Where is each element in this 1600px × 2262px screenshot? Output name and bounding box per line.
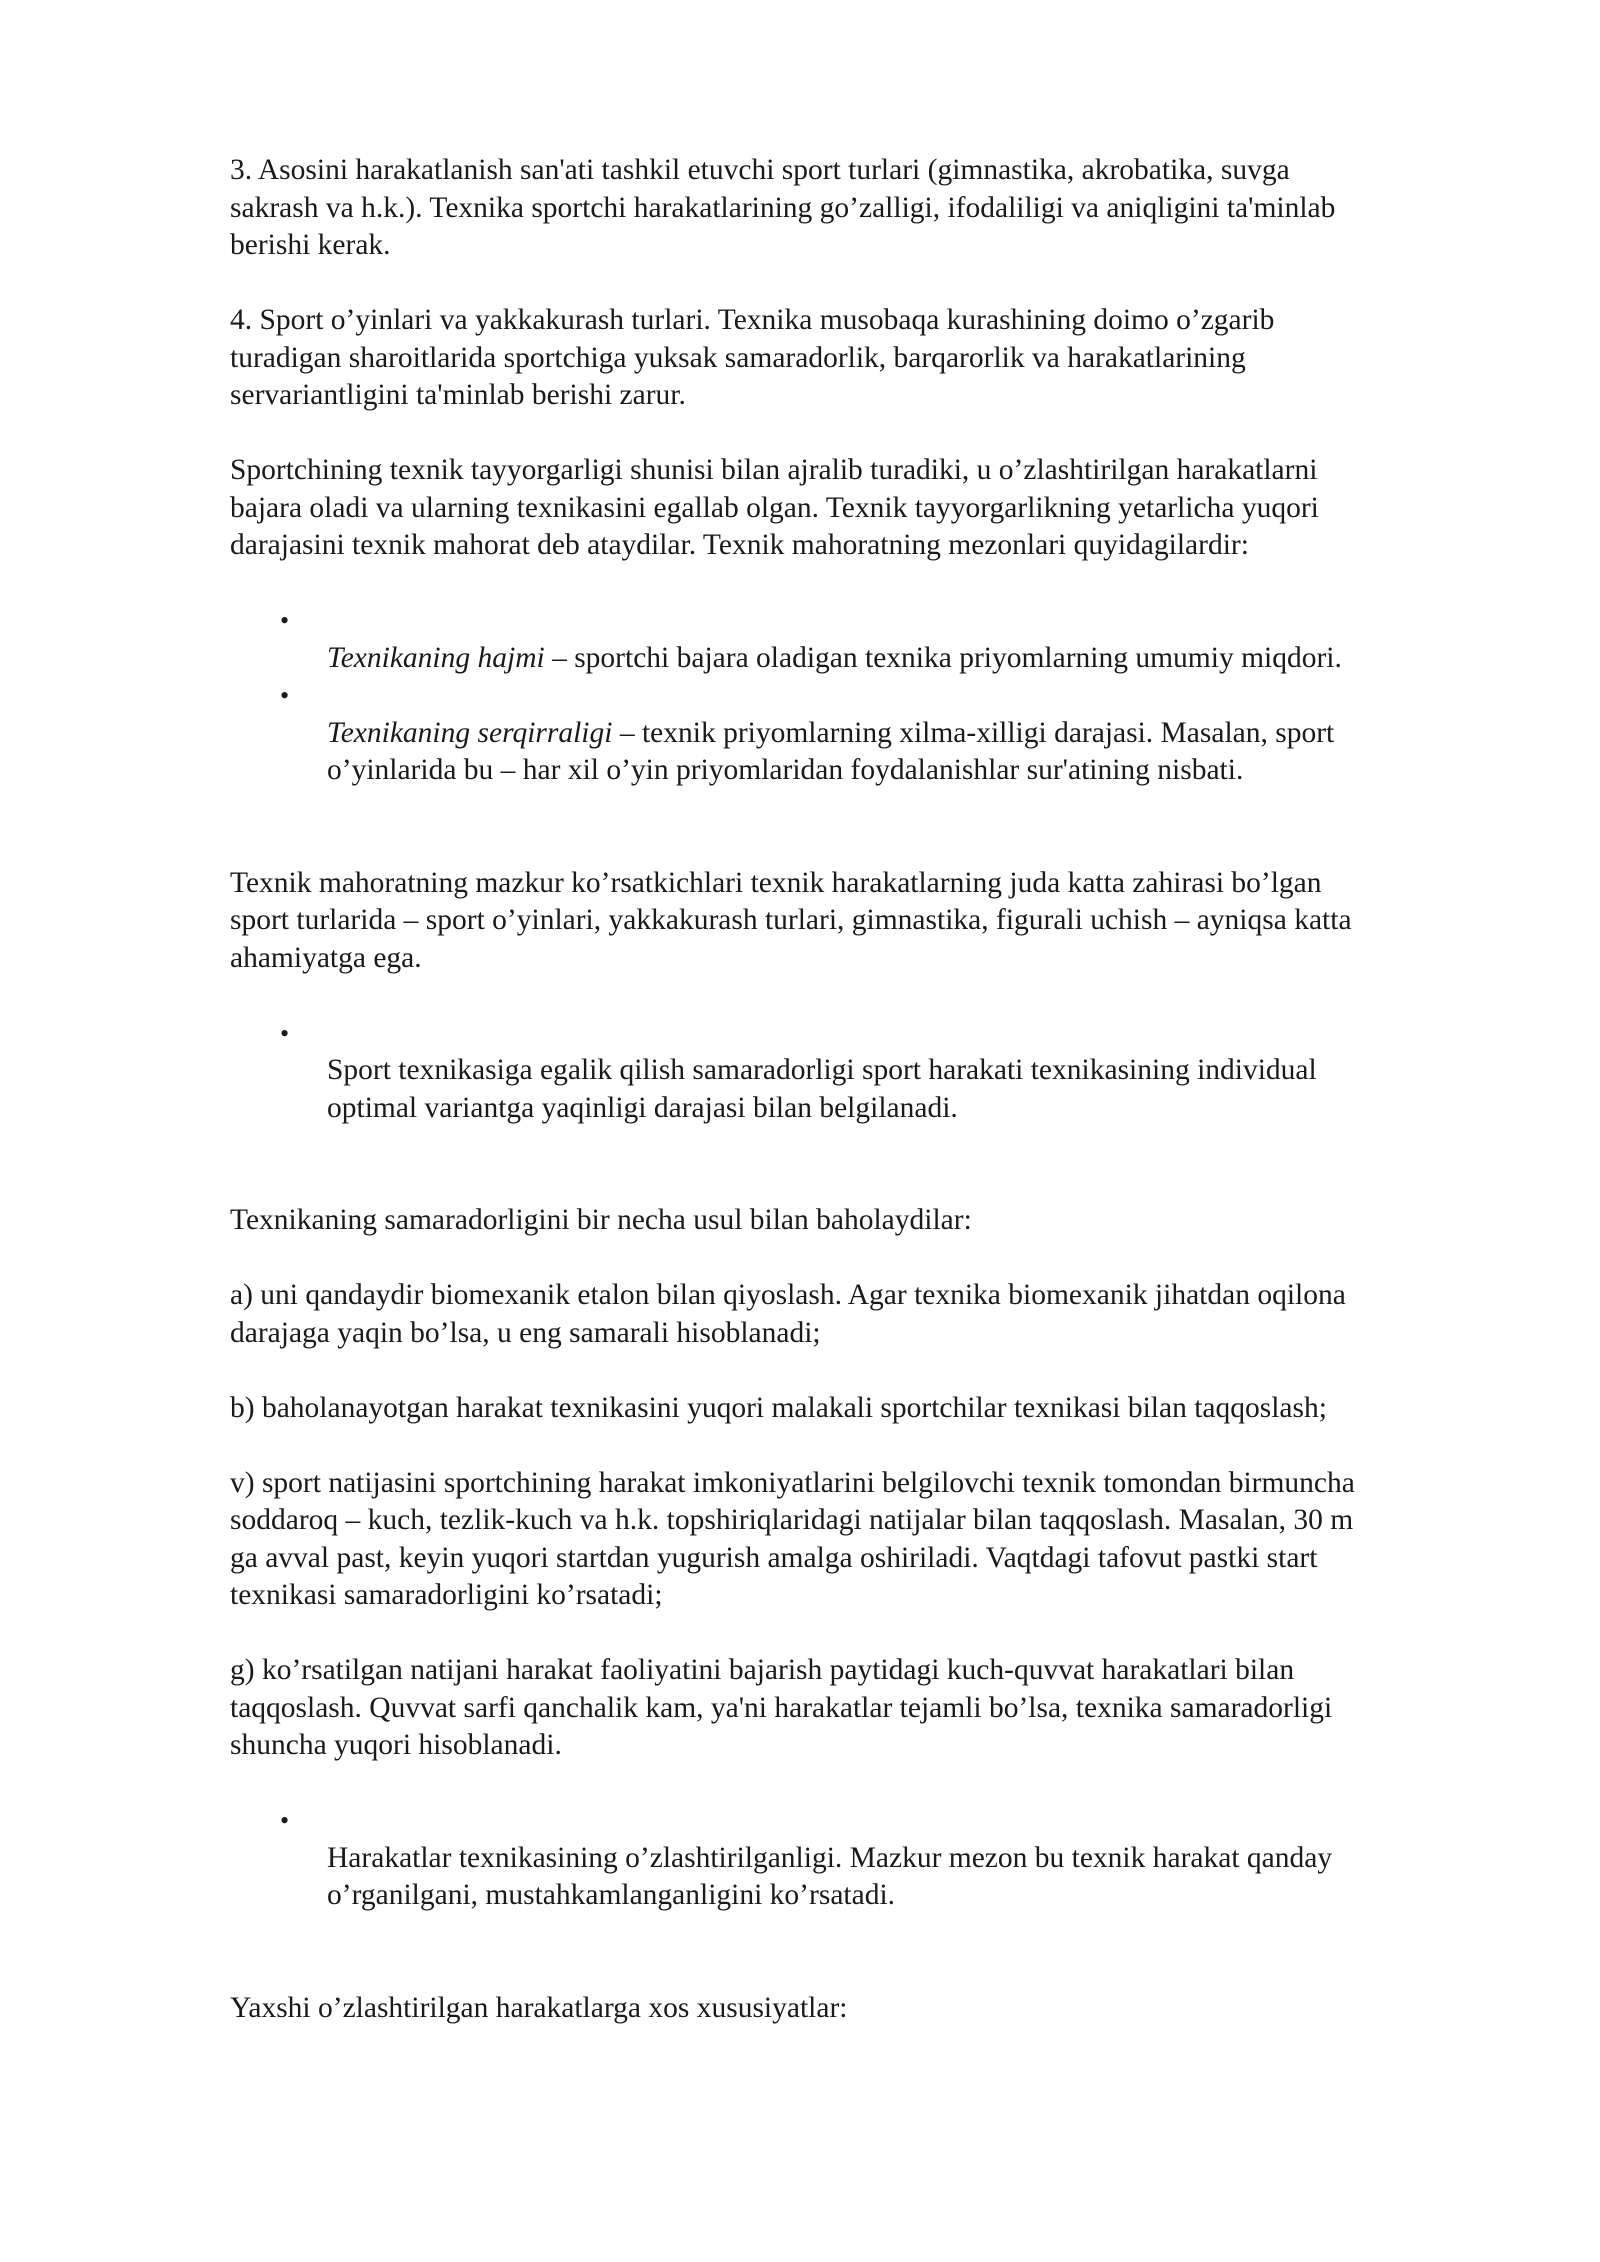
paragraph-mastery-indicators: Texnik mahoratning mazkur ko’rsatkichlari texnik harakatlarning juda katta zahirasi bo’lgan sport turlarida – sport o’yinlari, yakkakurash turlari, gimnastika, figurali uchish – ayniqsa katta ahamiyatga ega.	[230, 866, 1352, 974]
term-definition: – texnik priyomlarning xilma-xilligi darajasi. Masalan, sport o’yinlarida bu – har xil o’yin priyomlaridan foydalanishlar sur'atining nisbati.	[327, 716, 1335, 786]
paragraph-method-b: b) baholanayotgan harakat texnikasini yuqori malakali sportchilar texnikasi bilan taqqoslash;	[230, 1391, 1327, 1424]
list-item-text	[327, 715, 1480, 790]
list-item-technique-mastery	[230, 1802, 1480, 1915]
list-item-technique-efficiency	[230, 1015, 1480, 1128]
list-item-technique-volume	[230, 602, 1480, 677]
list-item-text: Sport texnikasiga egalik qilish samaradorligi sport harakati texnikasining individual optimal variantga yaqinligi darajasi bilan belgilanadi.	[327, 1054, 1317, 1124]
paragraph-technical-preparation: Sportchining texnik tayyorgarligi shunisi bilan ajralib turadiki, u o’zlashtirilgan harakatlarni bajara oladi va ularning texnikasini egallab olgan. Texnik tayyorgarlikning yetarlicha yuqori darajasini texnik mahorat deb ataydilar. Texnik mahoratning mezonlari quyidagilardir:	[230, 454, 1319, 561]
list-item-text: Harakatlar texnikasining o’zlashtirilganligi. Mazkur mezon bu texnik harakat qanday o’rganilgani, mustahkamlanganligini ko’rsatadi.	[327, 1841, 1333, 1911]
bullet-icon: •	[280, 1806, 290, 1835]
list-item-text	[327, 640, 1480, 678]
paragraph-method-v: v) sport natijasini sportchining harakat imkoniyatlarini belgilovchi texnik tomondan birmuncha soddaroq – kuch, tezlik-kuch va h.k. topshiriqlaridagi natijalar bilan taqqoslash. Masalan, 30 m ga avval past, keyin yuqori startdan yugurish amalga oshiriladi. Vaqtdagi tafovut pastki start texnikasi samaradorligini ko’rsatadi;	[230, 1466, 1355, 1611]
paragraph-method-g: g) ko’rsatilgan natijani harakat faoliyatini bajarish paytidagi kuch-quvvat harakatlari bilan taqqoslash. Quvvat sarfi qanchalik kam, ya'ni harakatlar tejamli bo’lsa, texnika samaradorligi shuncha yuqori hisoblanadi.	[230, 1654, 1333, 1761]
bullet-icon: •	[280, 681, 290, 710]
paragraph-well-mastered-features: Yaxshi o’zlashtirilgan harakatlarga xos xususiyatlar:	[230, 1991, 848, 2024]
document-page	[230, 152, 1480, 2027]
bullet-icon: •	[280, 1018, 290, 1048]
paragraph-sport-types-3: 3. Asosini harakatlanish san'ati tashkil etuvchi sport turlari (gimnastika, akrobatika, suvga sakrash va h.k.). Texnika sportchi harakatlarining go’zalligi, ifodaliligi va aniqligini ta'minlab berishi kerak.	[230, 154, 1336, 261]
bullet-icon: •	[280, 606, 290, 635]
term-label: Texnikaning serqirraligi	[327, 716, 613, 749]
list-item-technique-versatility	[230, 677, 1480, 790]
paragraph-sport-types-4: 4. Sport o’yinlari va yakkakurash turlari. Texnika musobaqa kurashining doimo o’zgarib turadigan sharoitlarida sportchiga yuksak samaradorlik, barqarorlik va harakatlarining servariantligini ta'minlab berishi zarur.	[230, 304, 1275, 411]
term-label: Texnikaning hajmi	[327, 641, 545, 674]
paragraph-method-a: a) uni qandaydir biomexanik etalon bilan qiyoslash. Agar texnika biomexanik jihatdan oqilona darajaga yaqin bo’lsa, u eng samarali hisoblanadi;	[230, 1279, 1346, 1349]
term-definition: – sportchi bajara oladigan texnika priyomlarning umumiy miqdori.	[544, 641, 1342, 674]
paragraph-evaluation-methods: Texnikaning samaradorligini bir necha usul bilan baholaydilar:	[230, 1204, 972, 1236]
